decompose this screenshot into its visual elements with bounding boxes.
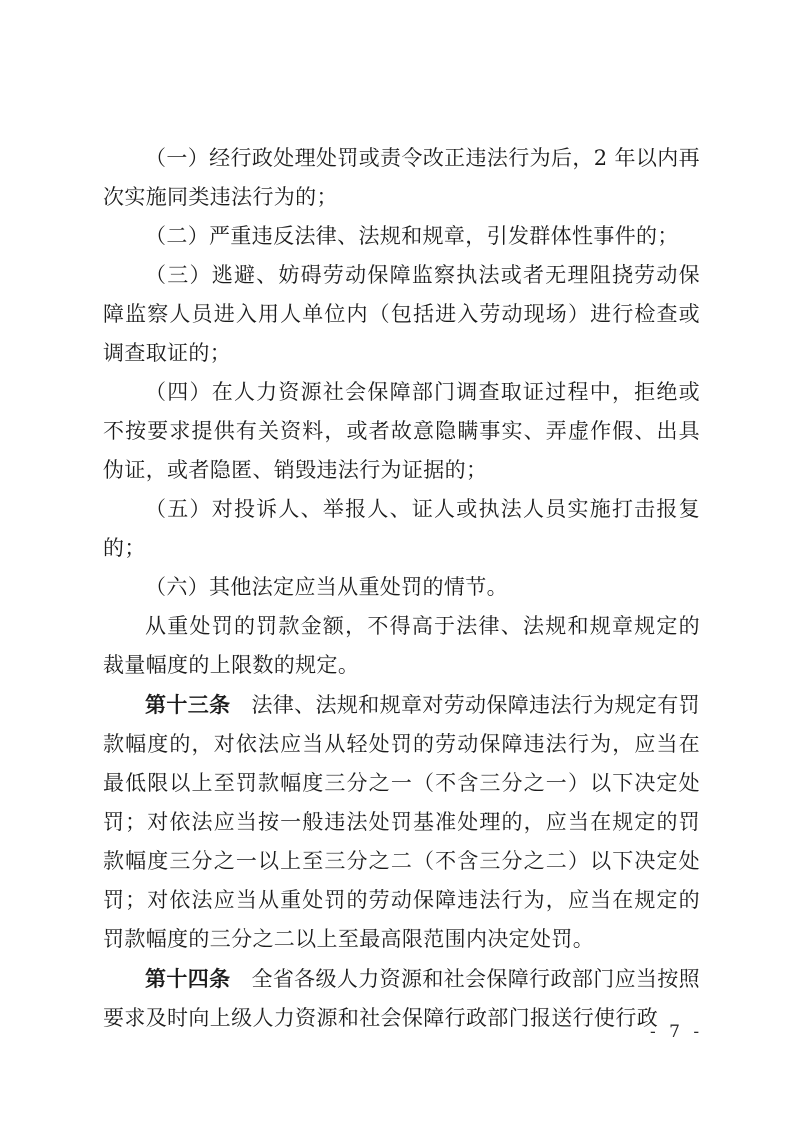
list-item-clause-6 (103, 568, 700, 607)
paragraph-text: （二）严重违反法律、法规和规章，引发群体性事件的； (145, 224, 679, 248)
paragraph-article-14 (103, 959, 700, 1038)
page-number: - 7 - (650, 1022, 704, 1042)
paragraph-text: （五）对投诉人、举报人、证人或执法人员实施打击报复的； (103, 497, 700, 560)
list-item-clause-2 (103, 217, 700, 256)
article-14-term: 第十四条 (145, 966, 231, 991)
paragraph-penalty-cap (103, 607, 700, 685)
list-item-clause-1 (103, 139, 700, 217)
paragraph-text: 法律、法规和规章对劳动保障违法行为规定有罚款幅度的，对依法应当从轻处罚的劳动保障违法行为，应当在最低限以上至罚款幅度三分之一（不含三分之一）以下决定处罚；对依法应当按一般违法处罚基准处理的，应当在规定的罚款幅度三分之一以上至三分之二（不含三分之二）以下决定处罚；对依法应当从重处罚的劳动保障违法行为，应当在规定的罚款幅度的三分之二以上至最高限范围内决定处罚。 (103, 693, 700, 951)
paragraph-text: （三）逃避、妨碍劳动保障监察执法或者无理阻挠劳动保障监察人员进入用人单位内（包括进入劳动现场）进行检查或调查取证的； (103, 263, 700, 365)
paragraph-article-13 (103, 685, 700, 959)
paragraph-text: （六）其他法定应当从重处罚的情节。 (145, 575, 508, 599)
list-item-clause-5 (103, 490, 700, 568)
paragraph-text: （四）在人力资源社会保障部门调查取证过程中，拒绝或不按要求提供有关资料，或者故意隐瞒事实、弄虚作假、出具伪证，或者隐匿、销毁违法行为证据的； (103, 380, 700, 482)
list-item-clause-4 (103, 373, 700, 490)
paragraph-text: 全省各级人力资源和社会保障行政部门应当按照要求及时向上级人力资源和社会保障行政部门报送行使行政 (103, 967, 700, 1030)
list-item-clause-3 (103, 256, 700, 373)
paragraph-text: （一）经行政处理处罚或责令改正违法行为后，2 年以内再次实施同类违法行为的； (103, 146, 700, 209)
article-13-term: 第十三条 (145, 692, 231, 717)
paragraph-text: 从重处罚的罚款金额，不得高于法律、法规和规章规定的裁量幅度的上限数的规定。 (103, 614, 700, 677)
body-text (103, 139, 700, 1038)
